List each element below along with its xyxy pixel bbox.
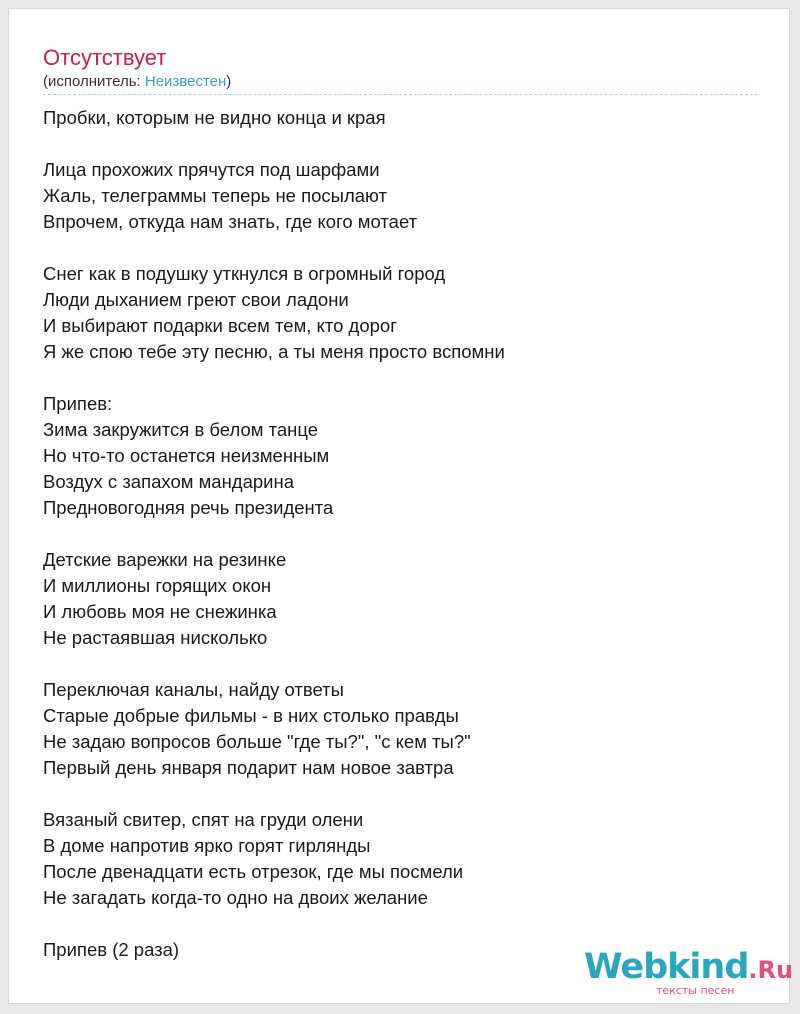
lyric-line: Припев: [43,393,113,414]
lyric-line: Не загадать когда-то одно на двоих желание [43,887,428,908]
logo-main-text: Webkind [584,947,749,987]
lyric-line: Лица прохожих прячутся под шарфами [43,159,380,180]
logo-tagline: тексты песен [656,984,735,997]
lyric-line: Я же спою тебе эту песню, а ты меня просто вспомни [43,341,505,362]
site-logo[interactable] [584,947,794,999]
stanza-break [43,781,758,807]
artist-line [43,73,231,91]
stanza-break [43,131,758,157]
lyric-line: Вязаный свитер, спят на груди олени [43,809,364,830]
lyric-line: Жаль, телеграммы теперь не посылают [43,185,387,206]
lyric-line: Зима закружится в белом танце [43,419,319,440]
stanza-break [43,235,758,261]
artist-suffix: ) [226,73,232,90]
artist-prefix: (исполнитель: [43,73,145,90]
lyric-line: Переключая каналы, найду ответы [43,679,344,700]
lyric-line: И выбирают подарки всем тем, кто дорог [43,315,397,336]
lyric-line: Первый день января подарит нам новое завтра [43,757,454,778]
lyric-line: Но что-то останется неизменным [43,445,330,466]
lyric-line: Не задаю вопросов больше "где ты?", "с кем ты?" [43,731,471,752]
stanza-break [43,521,758,547]
lyric-line: И любовь моя не снежинка [43,601,277,622]
lyrics-card [8,8,794,1004]
lyric-line: И миллионы горящих окон [43,575,272,596]
lyric-line: Не растаявшая нисколько [43,627,268,648]
lyric-line: Люди дыханием греют свои ладони [43,289,349,310]
lyric-line: Впрочем, откуда нам знать, где кого мотает [43,211,418,232]
stanza-break [43,911,758,937]
lyric-line: Снег как в подушку уткнулся в огромный город [43,263,446,284]
stanza-break [43,365,758,391]
lyric-line: Пробки, которым не видно конца и края [43,107,386,128]
logo-suffix: .Ru [748,956,794,984]
lyric-line: Детские варежки на резинке [43,549,287,570]
song-title: Отсутствует [43,45,167,70]
artist-link[interactable]: Неизвестен [144,73,227,90]
lyric-line: После двенадцати есть отрезок, где мы посмели [43,861,464,882]
title-divider [43,94,758,95]
stanza-break [43,651,758,677]
lyrics-body [43,105,758,963]
lyric-line: Старые добрые фильмы - в них столько правды [43,705,459,726]
lyric-line: В доме напротив ярко горят гирлянды [43,835,371,856]
lyric-line: Воздух с запахом мандарина [43,471,295,492]
lyric-line: Припев (2 раза) [43,939,180,960]
lyric-line: Предновогодняя речь президента [43,497,334,518]
